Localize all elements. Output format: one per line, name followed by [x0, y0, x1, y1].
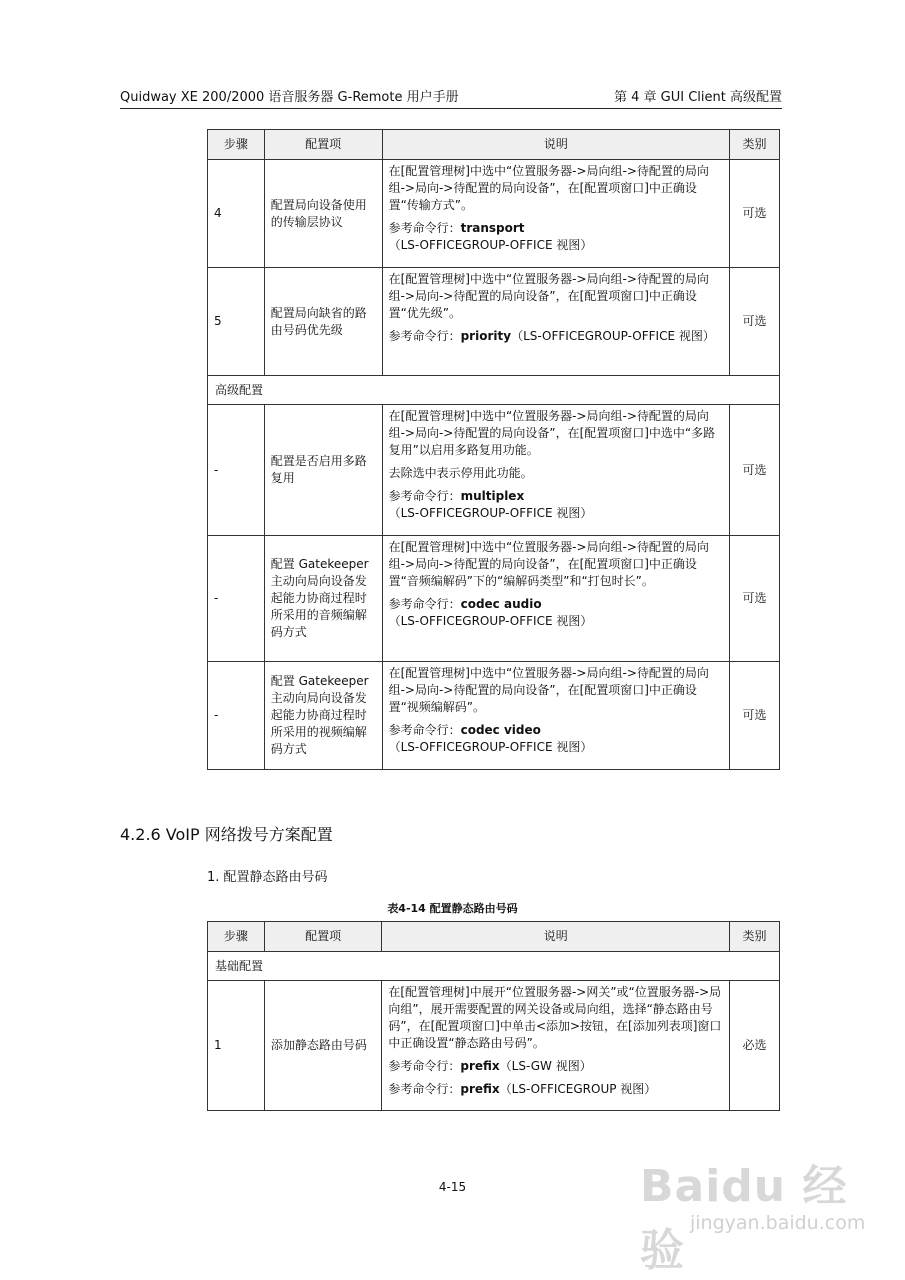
row-category: 可选: [730, 268, 780, 376]
row-item: 配置 Gatekeeper 主动向局向设备发起能力协商过程时所采用的视频编解码方式: [264, 662, 382, 770]
ref-command: codec video: [460, 723, 541, 737]
row-ref: 参考命令行：prefix（LS-GW 视图）: [388, 1059, 592, 1073]
row-desc-text: 在[配置管理树]中展开“位置服务器->网关”或“位置服务器->局向组”，展开需要配置的网关设备或局向组，选择“静态路由号码”，在[配置项窗口]中单击<添加>按钮，在[添加列表项]窗口中正确设置“静态路由号码”。: [388, 985, 722, 1050]
row-desc: [382, 268, 730, 376]
table-row: [208, 405, 780, 536]
row-desc-text: 在[配置管理树]中选中“位置服务器->局向组->待配置的局向组->局向->待配置的局向设备”，在[配置项窗口]中正确设置“传输方式”。: [388, 164, 709, 212]
row-category: 可选: [730, 662, 780, 770]
header-manual-title: Quidway XE 200/2000 语音服务器 G-Remote 用户手册: [120, 90, 459, 105]
row-step: 5: [208, 268, 265, 376]
row-desc-text: 在[配置管理树]中选中“位置服务器->局向组->待配置的局向组->局向->待配置的局向设备”，在[配置项窗口]中正确设置“视频编解码”。: [388, 666, 709, 714]
header-item: 配置项: [264, 130, 382, 160]
ref-command: codec audio: [460, 597, 542, 611]
row-category: 可选: [730, 536, 780, 662]
section-label: 基础配置: [208, 952, 780, 981]
table-row: [208, 981, 780, 1111]
row-step: -: [208, 405, 265, 536]
page-number: 4-15: [438, 1180, 467, 1194]
row-ref: 参考命令行：codec audio （LS-OFFICEGROUP-OFFICE 视图）: [388, 597, 593, 628]
row-ref: 参考命令行：prefix（LS-OFFICEGROUP 视图）: [388, 1082, 657, 1096]
header-step: 步骤: [208, 922, 265, 952]
row-desc-text: 在[配置管理树]中选中“位置服务器->局向组->待配置的局向组->局向->待配置的局向设备”，在[配置项窗口]中选中“多路复用”以启用多路复用功能。: [388, 409, 716, 457]
row-desc-text-2: 去除选中表示停用此功能。: [388, 466, 533, 480]
row-item: 添加静态路由号码: [264, 981, 382, 1111]
ref-command: prefix: [460, 1082, 500, 1096]
row-item: 配置局向缺省的路由号码优先级: [264, 268, 382, 376]
header-rule: [120, 108, 782, 109]
subsection-heading: 1. 配置静态路由号码: [207, 870, 328, 885]
ref-command: priority: [460, 329, 512, 343]
row-ref: 参考命令行：codec video （LS-OFFICEGROUP-OFFICE 视图）: [388, 723, 593, 754]
ref-command: transport: [460, 221, 525, 235]
ref-command: multiplex: [460, 489, 525, 503]
table-row: [208, 536, 780, 662]
row-desc-text: 在[配置管理树]中选中“位置服务器->局向组->待配置的局向组->局向->待配置的局向设备”，在[配置项窗口]中正确设置“优先级”。: [388, 272, 709, 320]
row-category: 可选: [730, 405, 780, 536]
row-desc: [382, 405, 730, 536]
row-category: 可选: [730, 160, 780, 268]
section-label: 高级配置: [208, 376, 780, 405]
row-step: -: [208, 536, 265, 662]
ref-command: prefix: [460, 1059, 500, 1073]
page-header: [120, 86, 782, 106]
row-item: 配置是否启用多路复用: [264, 405, 382, 536]
static-route-table: [207, 921, 780, 1111]
table-row: [208, 160, 780, 268]
header-chapter-title: 第 4 章 GUI Client 高级配置: [614, 90, 782, 105]
section-row: [208, 376, 780, 405]
baidu-watermark: [640, 1150, 870, 1276]
row-category: 必选: [730, 981, 780, 1111]
row-ref: 参考命令行：transport（LS-OFFICEGROUP-OFFICE 视图）: [388, 221, 593, 252]
table-header-row: [208, 922, 780, 952]
header-desc: 说明: [382, 922, 730, 952]
header-category: 类别: [730, 922, 780, 952]
row-desc: [382, 981, 730, 1111]
row-item: 配置 Gatekeeper 主动向局向设备发起能力协商过程时所采用的音频编解码方式: [264, 536, 382, 662]
table-header-row: [208, 130, 780, 160]
section-heading: 4.2.6 VoIP 网络拨号方案配置: [120, 825, 333, 844]
row-desc: [382, 160, 730, 268]
header-step: 步骤: [208, 130, 265, 160]
table-caption: 表4-14 配置静态路由号码: [387, 902, 518, 915]
watermark-url: jingyan.baidu.com: [690, 1212, 866, 1234]
table-row: [208, 662, 780, 770]
table-row: [208, 268, 780, 376]
row-step: -: [208, 662, 265, 770]
baidu-logo: Baidu 经验: [640, 1161, 848, 1276]
header-category: 类别: [730, 130, 780, 160]
header-item: 配置项: [264, 922, 382, 952]
section-row: [208, 952, 780, 981]
row-step: 1: [208, 981, 265, 1111]
row-ref: 参考命令行：priority（LS-OFFICEGROUP-OFFICE 视图）: [388, 329, 715, 343]
config-table-continued: [207, 129, 780, 770]
row-desc: [382, 662, 730, 770]
row-ref: 参考命令行：multiplex（LS-OFFICEGROUP-OFFICE 视图）: [388, 489, 593, 520]
row-step: 4: [208, 160, 265, 268]
header-desc: 说明: [382, 130, 730, 160]
row-item: 配置局向设备使用的传输层协议: [264, 160, 382, 268]
row-desc: [382, 536, 730, 662]
row-desc-text: 在[配置管理树]中选中“位置服务器->局向组->待配置的局向组->局向->待配置的局向设备”，在[配置项窗口]中正确设置“音频编解码”下的“编解码类型”和“打包时长”。: [388, 540, 709, 588]
